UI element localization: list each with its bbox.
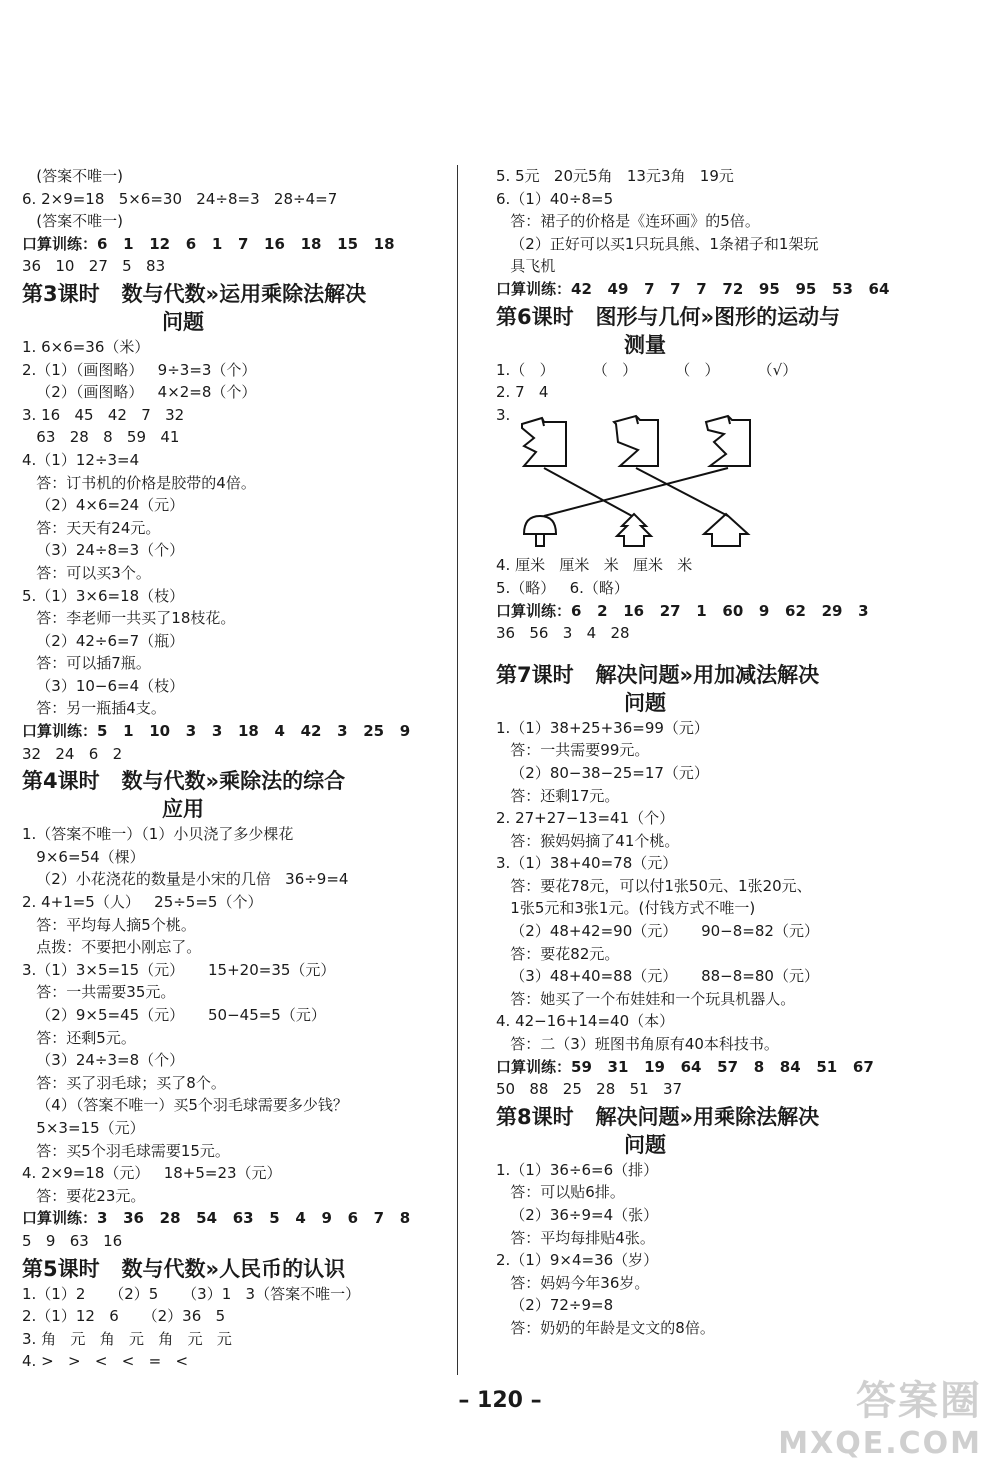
text-line: 答：一共需要99元。 bbox=[496, 741, 650, 760]
text-line: 答：妈妈今年36岁。 bbox=[496, 1273, 650, 1292]
lesson-8-heading-cont: 问题 bbox=[624, 1132, 666, 1157]
text-line: 答：二（3）班图书角原有40本科技书。 bbox=[496, 1035, 779, 1054]
text-line: 答：要花82元。 bbox=[496, 944, 620, 963]
text-line: 5×3=15（元） bbox=[22, 1118, 145, 1137]
text-line: 答：要花23元。 bbox=[22, 1186, 146, 1205]
lesson-5-heading: 第5课时 数与代数»人民币的认识 bbox=[22, 1256, 346, 1281]
page-number: – 120 – bbox=[458, 1388, 542, 1413]
text-line: 3. bbox=[496, 405, 511, 424]
tree-shape bbox=[617, 514, 651, 546]
text-line: 32 24 6 2 bbox=[22, 744, 123, 763]
text-line: 5 9 63 16 bbox=[22, 1231, 123, 1250]
text-line: （2）小花浇花的数量是小宋的几倍 36÷9=4 bbox=[22, 870, 349, 889]
watermark bbox=[778, 1369, 982, 1461]
text-line: 2.（1）12 6 （2）36 5 bbox=[22, 1307, 226, 1326]
text-line: 答：平均每人摘5个桃。 bbox=[22, 915, 196, 934]
text-line: （2）42÷6=7（瓶） bbox=[22, 631, 185, 650]
text-line: 5.（略） 6.（略） bbox=[496, 578, 629, 597]
text-line: 答：买了羽毛球；买了8个。 bbox=[22, 1073, 226, 1092]
text-line: 答：可以买3个。 bbox=[22, 563, 151, 582]
text-line: 答：买5个羽毛球需要15元。 bbox=[22, 1141, 230, 1160]
text-line: 点拨：不要把小刚忘了。 bbox=[22, 938, 202, 957]
text-line: 答：天天有24元。 bbox=[22, 518, 161, 537]
text-line: （2）80−38−25=17（元） bbox=[496, 763, 709, 782]
lesson-7-heading-cont: 问题 bbox=[624, 690, 666, 715]
text-line: 63 28 8 59 41 bbox=[22, 428, 180, 447]
text-line: （3）24÷8=3（个） bbox=[22, 541, 185, 560]
text-line: 1.（1）38+25+36=99（元） bbox=[496, 718, 709, 737]
folded-shape-2 bbox=[614, 416, 658, 466]
text-line: 答：还剩5元。 bbox=[22, 1028, 136, 1047]
left-column bbox=[22, 165, 442, 1373]
text-line: 3. 16 45 42 7 32 bbox=[22, 405, 185, 424]
text-line: （2）9×5=45（元） 50−45=5（元） bbox=[22, 1006, 326, 1024]
text-line: 3.（1）38+40=78（元） bbox=[496, 854, 678, 873]
text-line: 36 56 3 4 28 bbox=[496, 624, 630, 643]
arrow-shape bbox=[704, 514, 748, 546]
text-line: 答：要花78元，可以付1张50元、1张20元、 bbox=[496, 876, 812, 895]
text-line: 1.（1）36÷6=6（排） bbox=[496, 1160, 659, 1179]
text-line: 2. 27+27−13=41（个） bbox=[496, 809, 675, 828]
text-line: 4. 2×9=18（元） 18+5=23（元） bbox=[22, 1164, 282, 1183]
text-line: （2）36÷9=4（张） bbox=[496, 1206, 659, 1224]
text-line: 答：平均每排贴4张。 bbox=[496, 1228, 655, 1247]
lesson-8-heading: 第8课时 解决问题»用乘除法解决 bbox=[496, 1104, 820, 1129]
text-line: 6.（1）40÷8=5 bbox=[496, 189, 614, 208]
text-line: 答：还剩17元。 bbox=[496, 786, 620, 805]
text-line: 9×6=54（棵） bbox=[22, 847, 145, 866]
text-line: （2）（画图略） 4×2=8（个） bbox=[22, 383, 257, 402]
text-line: 1张5元和3张1元。(付钱方式不唯一) bbox=[496, 899, 756, 918]
matching-figure bbox=[496, 404, 796, 554]
text-line: 答：猴妈妈摘了41个桃。 bbox=[496, 831, 680, 850]
text-line: 答：可以插7瓶。 bbox=[22, 654, 151, 673]
text-line: （2）48+42=90（元） 90−8=82（元） bbox=[496, 922, 819, 941]
text-line: 答：奶奶的年龄是文文的8倍。 bbox=[496, 1318, 715, 1337]
text-line: 答：可以贴6排。 bbox=[496, 1183, 625, 1202]
text-line: （3）24÷3=8（个） bbox=[22, 1051, 185, 1070]
lesson-3-heading: 第3课时 数与代数»运用乘除法解决 bbox=[22, 281, 367, 306]
text-line: 口算训练：6 1 12 6 1 7 16 18 15 18 bbox=[22, 234, 395, 253]
text-line: （4）（答案不唯一）买5个羽毛球需要多少钱？ bbox=[22, 1096, 348, 1115]
watermark-top: 答案圈 bbox=[856, 1378, 982, 1424]
text-line: 4. 42−16+14=40（本） bbox=[496, 1012, 675, 1031]
text-line: 具飞机 bbox=[496, 257, 556, 276]
text-line: （3）10−6=4（枝） bbox=[22, 676, 185, 695]
text-line: （2）正好可以买1只玩具熊、1条裙子和1架玩 bbox=[496, 234, 819, 253]
text-line: （2）72÷9=8 bbox=[496, 1296, 614, 1315]
text-line: 5.（1）3×6=18（枝） bbox=[22, 586, 185, 605]
text-line: 口算训练：3 36 28 54 63 5 4 9 6 7 8 bbox=[22, 1209, 411, 1228]
text-line: 4.（1）12÷3=4 bbox=[22, 450, 140, 469]
text-line: 6. 2×9=18 5×6=30 24÷8=3 28÷4=7 bbox=[22, 189, 338, 208]
text-line: 答：李老师一共买了18枝花。 bbox=[22, 609, 236, 628]
text-line: 36 10 27 5 83 bbox=[22, 257, 166, 276]
lesson-3-heading-cont: 问题 bbox=[162, 309, 204, 334]
text-line: 答：另一瓶插4支。 bbox=[22, 699, 166, 718]
folded-shape-3 bbox=[706, 416, 750, 466]
text-line: 口算训练：6 2 16 27 1 60 9 62 29 3 bbox=[496, 601, 869, 620]
lesson-7-heading: 第7课时 解决问题»用加减法解决 bbox=[496, 662, 820, 687]
match-line bbox=[544, 468, 632, 516]
lesson-4-heading-cont: 应用 bbox=[162, 797, 204, 822]
match-line bbox=[636, 468, 728, 516]
lesson-6-heading-cont: 测量 bbox=[624, 332, 666, 357]
text-line: 1.（答案不唯一）（1）小贝浇了多少棵花 bbox=[22, 825, 294, 844]
text-line: 口算训练：5 1 10 3 3 18 4 42 3 25 9 bbox=[22, 722, 411, 741]
text-line: 2. 4+1=5（人） 25÷5=5（个） bbox=[22, 893, 263, 912]
text-line: (答案不唯一) bbox=[22, 212, 124, 231]
text-line: 答：一共需要35元。 bbox=[22, 983, 176, 1002]
text-line: (答案不唯一) bbox=[22, 167, 124, 185]
text-line: 4. 厘米 厘米 米 厘米 米 bbox=[496, 556, 693, 575]
text-line: 口算训练：42 49 7 7 7 72 95 95 53 64 bbox=[496, 279, 890, 298]
matching-diagram bbox=[496, 404, 796, 554]
text-line: 3.（1）3×5=15（元） 15+20=35（元） bbox=[22, 960, 336, 979]
column-divider bbox=[457, 165, 458, 1375]
text-line: 答：订书机的价格是胶带的4倍。 bbox=[22, 473, 256, 492]
text-line: 3. 角 元 角 元 角 元 元 bbox=[22, 1329, 232, 1348]
text-line: 口算训练：59 31 19 64 57 8 84 51 67 bbox=[496, 1057, 874, 1076]
text-line: 2.（1）（画图略） 9÷3=3（个） bbox=[22, 360, 257, 379]
text-line: 答：她买了一个布娃娃和一个玩具机器人。 bbox=[496, 989, 796, 1008]
folded-shape-1 bbox=[522, 418, 566, 466]
match-line bbox=[544, 468, 728, 516]
text-line: 2.（1）9×4=36（岁） bbox=[496, 1251, 659, 1270]
mushroom-shape bbox=[524, 516, 556, 546]
text-line: （2）4×6=24（元） bbox=[22, 496, 185, 515]
text-line: （3）48+40=88（元） 88−8=80（元） bbox=[496, 967, 819, 986]
lesson-4-heading: 第4课时 数与代数»乘除法的综合 bbox=[22, 769, 346, 794]
right-column bbox=[496, 165, 976, 1340]
text-line: 5. 5元 20元5角 13元3角 19元 bbox=[496, 167, 734, 185]
text-line: 1.（ ） （ ） （ ） （√） bbox=[496, 360, 798, 379]
text-line: 1.（1）2 （2）5 （3）1 3（答案不唯一） bbox=[22, 1284, 361, 1303]
text-line: 答：裙子的价格是《连环画》的5倍。 bbox=[496, 212, 760, 231]
text-line: 4. > > < < = < bbox=[22, 1352, 189, 1371]
text-line: 50 88 25 28 51 37 bbox=[496, 1080, 683, 1099]
lesson-6-heading: 第6课时 图形与几何»图形的运动与 bbox=[496, 304, 841, 329]
text-line: 2. 7 4 bbox=[496, 383, 549, 402]
text-line: 1. 6×6=36（米） bbox=[22, 337, 150, 356]
watermark-bottom: MXQE.COM bbox=[778, 1426, 982, 1461]
